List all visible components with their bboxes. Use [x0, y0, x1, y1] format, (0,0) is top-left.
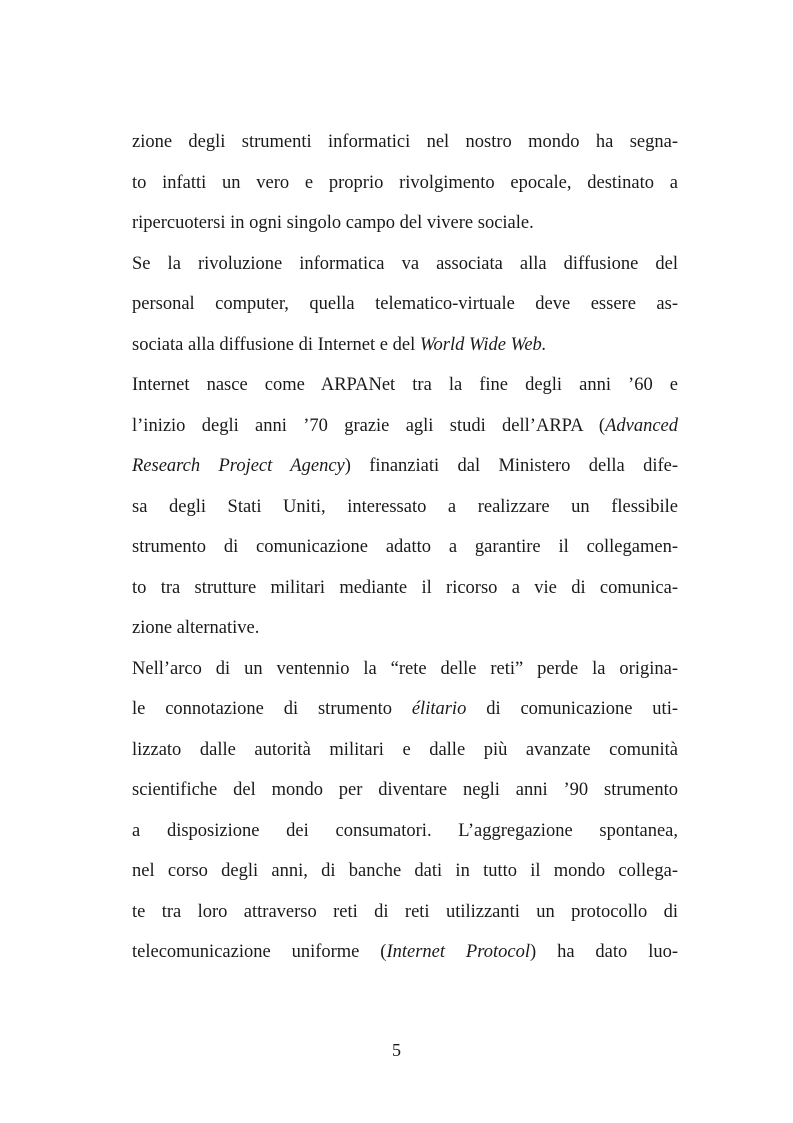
page-number: 5	[392, 1040, 401, 1060]
text-line	[132, 608, 678, 649]
text-span: telecomunicazione uniforme (	[132, 942, 387, 962]
text-span: di comunicazione uti-	[466, 699, 678, 719]
text-span: lizzato dalle autorità militari e dalle più avanzate comunità	[132, 739, 678, 760]
text-line	[132, 284, 678, 325]
text-span: scientifiche del mondo per diventare negli anni ’90 strumento	[132, 780, 678, 800]
text-span: to tra strutture militari mediante il ricorso a vie di comunica-	[132, 577, 678, 598]
text-line	[132, 892, 678, 933]
text-span: zione degli strumenti informatici nel nostro mondo ha segna-	[132, 132, 678, 152]
text-line	[132, 365, 678, 406]
text-line	[132, 325, 678, 366]
italic-span: élitario	[411, 699, 467, 719]
text-span: nel corso degli anni, di banche dati in tutto il mondo collega-	[132, 861, 678, 881]
text-line	[132, 932, 678, 973]
text-line	[132, 649, 678, 690]
text-line	[132, 770, 678, 811]
text-span: l’inizio degli anni ’70 grazie agli studi dell’ARPA (	[132, 415, 606, 436]
text-span: Se la rivoluzione informatica va associata alla diffusione del	[132, 253, 678, 274]
text-span: le connotazione di strumento	[132, 699, 412, 719]
text-span: ripercuotersi in ogni singolo campo del vivere sociale.	[132, 213, 534, 233]
italic-span: World Wide Web.	[419, 334, 547, 355]
text-span: ) ha dato luo-	[530, 942, 678, 962]
text-span: te tra loro attraverso reti di reti utilizzanti un protocollo di	[132, 901, 678, 922]
body-text	[132, 122, 678, 973]
text-line	[132, 487, 678, 528]
text-span: strumento di comunicazione adatto a garantire il collegamen-	[132, 537, 678, 557]
text-span: sociata alla diffusione di Internet e del	[132, 334, 420, 355]
text-span: Nell’arco di un ventennio la “rete delle reti” perde la origina-	[132, 658, 678, 679]
italic-span: Internet Protocol	[386, 942, 530, 962]
text-line	[132, 446, 678, 487]
text-line	[132, 811, 678, 852]
text-line	[132, 851, 678, 892]
text-span: sa degli Stati Uniti, interessato a realizzare un flessibile	[132, 496, 678, 517]
text-line	[132, 406, 678, 447]
text-line	[132, 730, 678, 771]
text-span: zione alternative.	[132, 618, 260, 638]
italic-span: Advanced	[605, 415, 678, 436]
text-line	[132, 568, 678, 609]
text-line	[132, 122, 678, 163]
text-span: ) finanziati dal Ministero della dife-	[344, 456, 678, 476]
text-span: a disposizione dei consumatori. L’aggregazione spontanea,	[132, 820, 678, 841]
text-span: personal computer, quella telematico-virtuale deve essere as-	[132, 294, 678, 314]
text-span: Internet nasce come ARPANet tra la fine degli anni ’60 e	[132, 375, 678, 395]
text-line	[132, 203, 678, 244]
text-line	[132, 163, 678, 204]
text-line	[132, 244, 678, 285]
text-line	[132, 689, 678, 730]
text-line	[132, 527, 678, 568]
italic-span: Research Project Agency	[132, 456, 345, 476]
text-span: to infatti un vero e proprio rivolgimento epocale, destinato a	[132, 172, 678, 193]
